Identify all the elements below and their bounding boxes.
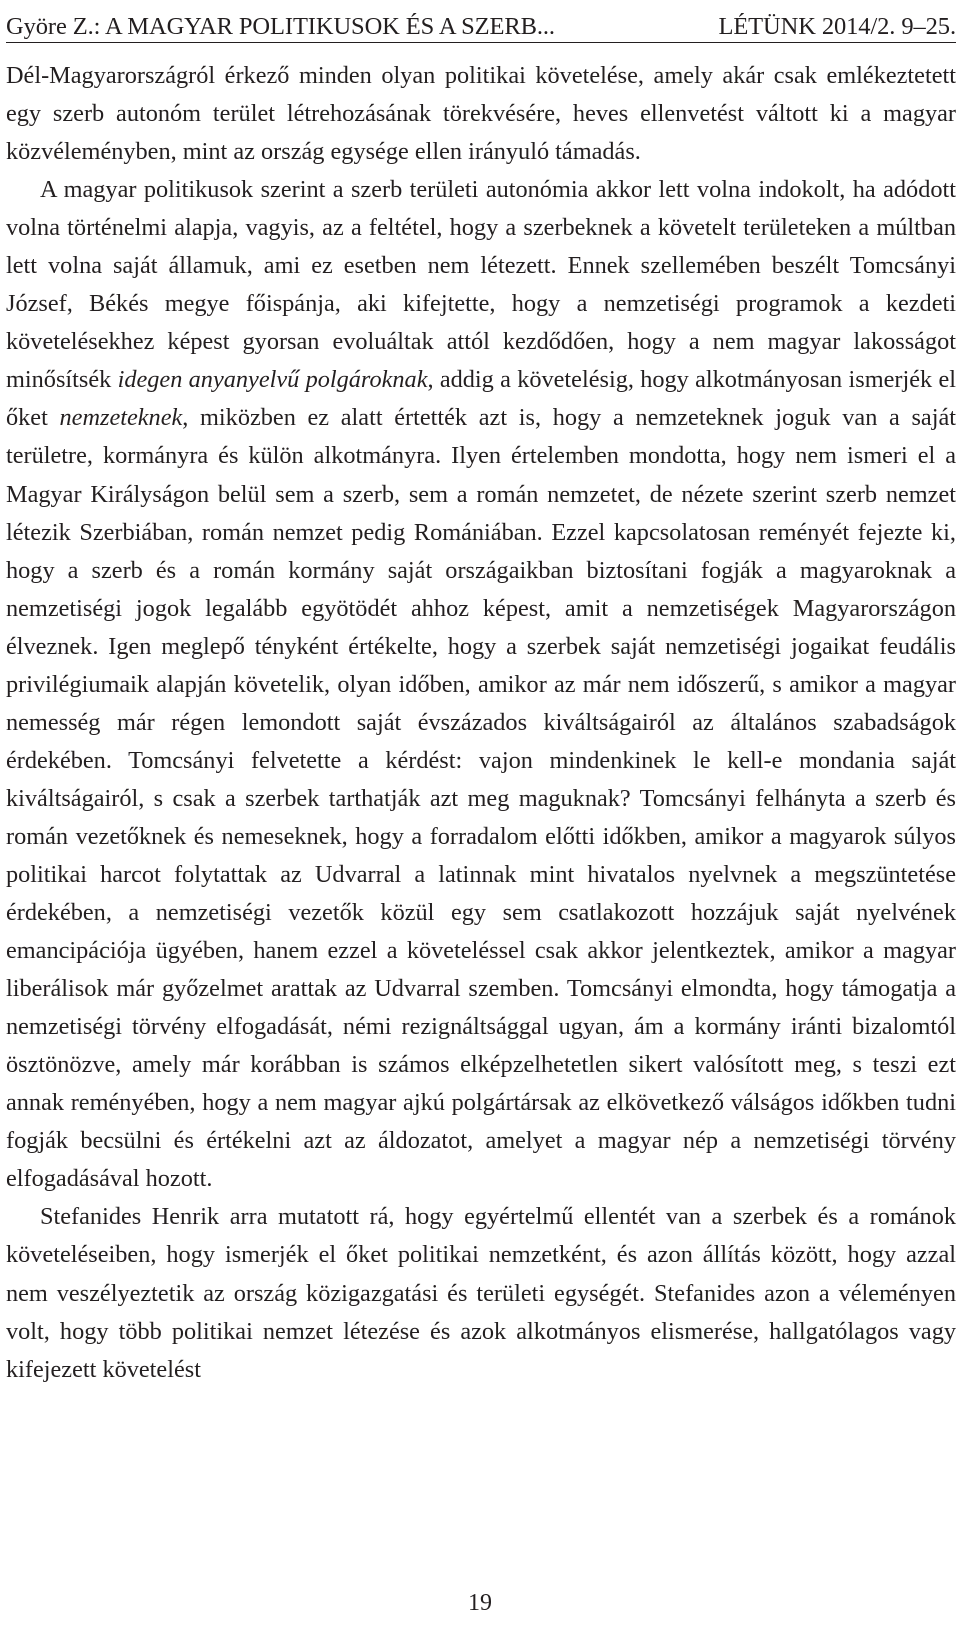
header-journal-issue: LÉTÜNK 2014/2. 9–25. [718, 13, 956, 40]
paragraph-2-part-2: , addig a követelésig, hogy alkotmányosan ismerjék el őket [6, 366, 956, 432]
paragraph-3: Stefanides Henrik arra mutatott rá, hogy egyértelmű ellentét van a szerbek és a románok követeléseiben, hogy ismerjék el őket politikai nemzetként, és azon állítás között, hogy azzal nem veszélyeztetik az ország közigazgatási és területi egységét. Stefanides azon a véleményen volt, hogy több politikai nemzet létezése és azok alkotmányos elismerése, hallgatólagos vagy kifejezett követelést [6, 1203, 956, 1383]
paragraph-1: Dél-Magyarországról érkező minden olyan politikai követelése, amely akár csak emlékeztetett egy szerb autonóm terület létrehozásának törekvésére, heves ellenvetést váltott ki a magyar közvéleményben, mint az ország egysége ellen irányuló támadás. [6, 62, 956, 166]
header-author-title: Györe Z.: A MAGYAR POLITIKUSOK ÉS A SZERB... [6, 13, 555, 40]
page-number: 19 [468, 1590, 492, 1616]
paragraph-2 [6, 171, 956, 1198]
running-header [6, 0, 956, 43]
italic-term-idegen-anyanyelvu: idegen anyanyelvű polgároknak [117, 366, 428, 394]
article-body [6, 57, 956, 1389]
paragraph-2-part-1: A magyar politikusok szerint a szerb területi autonómia akkor lett volna indokolt, ha adódott volna történelmi alapja, vagyis, az a feltétel, hogy a szerbeknek a követelt területeken a múltban lett volna saját államuk, ami ez esetben nem létezett. Ennek szellemében beszélt Tomcsányi József, Békés megye főispánja, aki kifejtette, hogy a nemzetiségi programok a kezdeti követelésekhez képest gyorsan evoluáltak attól kezdődően, hogy a nem magyar lakosságot minősítsék [6, 176, 956, 394]
paragraph-2-part-3: , miközben ez alatt értették azt is, hogy a nemzeteknek joguk van a saját területre, kormányra és külön alkotmányra. Ilyen értelemben mondotta, hogy nem ismeri el a Magyar Királyságon belül sem a szerb, sem a román nemzetet, de nézete szerint szerb nemzet létezik Szerbiában, román nemzet pedig Romániában. Ezzel kapcsolatosan reményét fejezte ki, hogy a szerb és a román kormány saját országaikban biztosítani fogják a magyaroknak a nemzetiségi jogok legalább egyötödét ahhoz képest, amit a nemzetiségek Magyarországon élveznek. Igen meglepő tényként értékelte, hogy a szerbek saját nemzetiségi jogaikat feudális privilégiumaik alapján követelik, olyan időben, amikor az már nem időszerű, s amikor a magyar nemesség már régen lemondott saját évszázados kiváltságairól az általános szabadságok érdekében. Tomcsányi felvetette a kérdést: vajon mindenkinek le kell-e mondania saját kiváltságairól, s csak a szerbek tarthatják azt meg maguknak? Tomcsányi felhányta a szerb és román vezetőknek és nemeseknek, hogy a forradalom előtti időkben, amikor a magyarok súlyos politikai harcot folytattak az Udvarral a latinnak mint hivatalos nyelvnek a megszüntetése érdekében, a nemzetiségi vezetők közül egy sem csatlakozott hozzájuk saját nyelvének emancipációja ügyében, hanem ezzel a követeléssel csak akkor jelentkeztek, amikor a magyar liberálisok már győzelmet arattak az Udvarral szemben. Tomcsányi elmondta, hogy támogatja a nemzetiségi törvény elfogadását, némi rezignáltsággal ugyan, ám a kormány iránti bizalomtól ösztönözve, amely már korábban is számos elképzelhetetlen sikert valósított meg, s teszi ezt annak reményében, hogy a nem magyar ajkú polgártársak az elkövetkező válságos időkben tudni fogják becsülni és értékelni azt az áldozatot, amelyet a magyar nép a nemzetiségi törvény elfogadásával hozott. [6, 404, 956, 1193]
italic-term-nemzeteknek: nemzeteknek [59, 404, 183, 432]
